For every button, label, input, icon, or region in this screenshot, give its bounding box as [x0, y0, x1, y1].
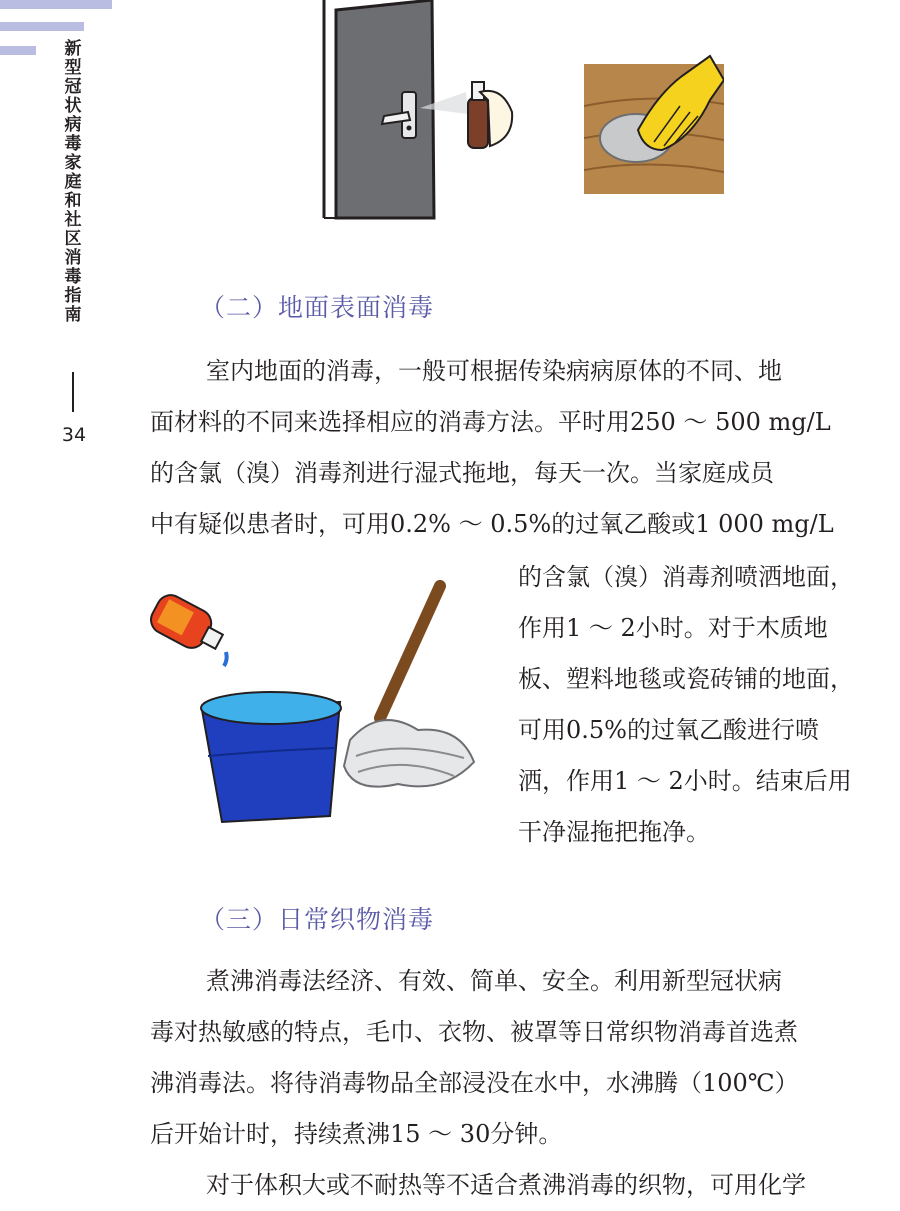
paragraph-line: 洒，作用1 ～ 2小时。结束后用 [518, 767, 852, 795]
book-title-vertical: 新型冠状病毒家庭和社区消毒指南 [64, 39, 82, 325]
paragraph-line: 对于体积大或不耐热等不适合煮沸消毒的织物，可用化学 [206, 1171, 806, 1199]
paragraph-line: 中有疑似患者时，可用0.2% ～ 0.5%的过氧乙酸或1 000 mg/L [150, 510, 834, 538]
textile-disinfection-paragraph [150, 956, 900, 1211]
section-heading-textile: （三）日常织物消毒 [200, 905, 435, 934]
paragraph-line: 室内地面的消毒，一般可根据传染病病原体的不同、地 [206, 357, 782, 385]
wipe-table-figure [584, 46, 724, 194]
floor-disinfection-paragraph [150, 346, 900, 550]
floor-disinfection-wrap-text [518, 552, 900, 858]
paragraph-line: 毒对热敏感的特点，毛巾、衣物、被罩等日常织物消毒首选煮 [150, 1018, 798, 1046]
sidebar-deco-bar [0, 22, 84, 31]
sidebar-deco-bar [0, 46, 36, 55]
section-heading-floor: （二）地面表面消毒 [200, 293, 435, 322]
paragraph-line: 沸消毒法。将待消毒物品全部浸没在水中，水沸腾（100℃） [150, 1069, 799, 1097]
paragraph-line: 面材料的不同来选择相应的消毒方法。平时用250 ～ 500 mg/L [150, 408, 831, 436]
paragraph-line: 作用1 ～ 2小时。对于木质地 [518, 614, 828, 642]
paragraph-line: 的含氯（溴）消毒剂进行湿式拖地，每天一次。当家庭成员 [150, 459, 774, 487]
paragraph-line: 的含氯（溴）消毒剂喷洒地面， [518, 563, 854, 591]
paragraph-line: 干净湿拖把拖净。 [518, 818, 710, 846]
paragraph-line: 可用0.5%的过氧乙酸进行喷 [518, 716, 819, 744]
sidebar-deco-bar [0, 0, 112, 9]
door-spray-figure [322, 0, 522, 222]
page-number: 34 [61, 424, 87, 446]
bucket-mop-figure [144, 580, 484, 828]
paragraph-line: 板、塑料地毯或瓷砖铺的地面， [518, 665, 854, 693]
paragraph-line: 煮沸消毒法经济、有效、简单、安全。利用新型冠状病 [206, 967, 782, 995]
paragraph-line: 后开始计时，持续煮沸15 ～ 30分钟。 [150, 1120, 563, 1148]
sidebar-rule [72, 372, 74, 412]
